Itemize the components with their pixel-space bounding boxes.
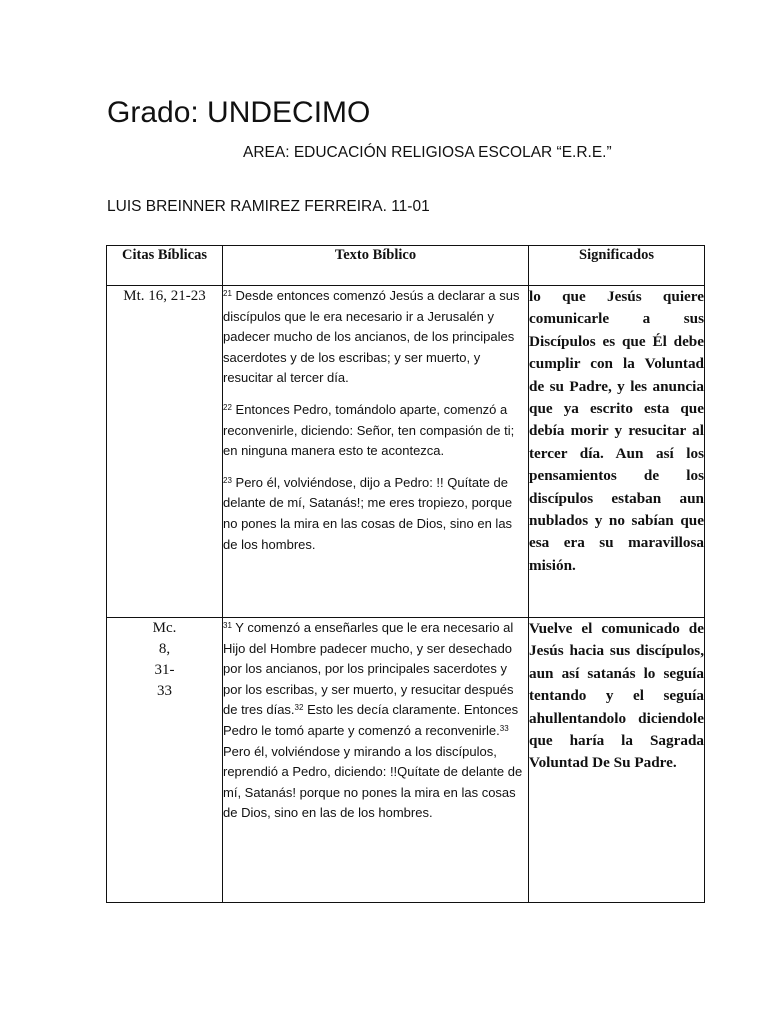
meaning-cell: Vuelve el comunicado de Jesús hacia sus discípulos, aun así satanás lo seguía tentando y el seguía ahullentandolo diciendole que haría la Sagrada Voluntad De Su Padre.	[529, 618, 705, 903]
citation-text: 8,	[158, 641, 171, 657]
column-header-citas: Citas Bíblicas	[107, 246, 223, 286]
verse-text: Desde entonces comenzó Jesús a declarar a sus discípulos que le era necesario ir a Jerusalén y padecer mucho de los ancianos, de los principales sacerdotes y de los escribas; y ser muerto, y resucitar al tercer día.	[223, 288, 520, 386]
column-header-significados: Significados	[529, 246, 705, 286]
subject-area: AREA: EDUCACIÓN RELIGIOSA ESCOLAR “E.R.E.”	[243, 144, 612, 161]
verse-number: 23	[223, 475, 232, 485]
bible-table	[106, 245, 705, 903]
verse-text: Esto les decía claramente. Entonces Pedro le tomó aparte y comenzó a reconvenirle.	[223, 702, 519, 738]
table-header-row	[107, 246, 705, 286]
grade-title: Grado: UNDECIMO	[107, 96, 371, 129]
bible-text-cell	[223, 286, 529, 618]
verse-text: Y comenzó a enseñarles que le era necesario al Hijo del Hombre padecer mucho, y ser desechado por los ancianos, por los principales sacerdotes y por los escribas, y ser muerto, y resucitar después de tres días.	[223, 620, 514, 718]
citation-text: 31-	[154, 662, 175, 678]
verse-number: 22	[223, 402, 232, 412]
verse-number: 31	[223, 621, 232, 630]
bible-text-cell	[223, 618, 529, 903]
verse-paragraph	[223, 618, 528, 824]
citation-cell	[107, 618, 223, 903]
verse-text: Entonces Pedro, tomándolo aparte, comenzó a reconvenirle, diciendo: Señor, ten compasión de ti; en ninguna manera esto te acontezca.	[223, 401, 515, 459]
verse-number: 32	[294, 703, 304, 713]
table-row	[107, 286, 705, 618]
table-row	[107, 618, 705, 903]
citation-text: Mc.	[152, 620, 177, 636]
citation-cell	[107, 286, 223, 618]
verse-paragraph	[223, 286, 528, 389]
verse-paragraph	[223, 473, 528, 555]
verse-paragraph	[223, 400, 528, 462]
column-header-texto: Texto Bíblico	[223, 246, 529, 286]
verse-text: Pero él, volviéndose, dijo a Pedro: !! Quítate de delante de mí, Satanás!; me eres tropiezo, porque no pones la mira en las cosas de Dios, sino en las de los hombres.	[223, 474, 513, 552]
student-name: LUIS BREINNER RAMIREZ FERREIRA. 11-01	[107, 198, 430, 215]
meaning-cell: lo que Jesús quiere comunicarle a sus Discípulos es que Él debe cumplir con la Voluntad de su Padre, y les anuncia que ya escrito esta que debía morir y resucitar al tercer día. Aun así los pensamientos de los discípulos estaban aun nublados y no sabían que esa era su maravillosa misión.	[529, 286, 705, 618]
citation-text: 33	[157, 683, 172, 699]
verse-number: 21	[223, 289, 232, 298]
verse-text: Pero él, volviéndose y mirando a los discípulos, reprendió a Pedro, diciendo: !!Quítate de delante de mí, Satanás! porque no pones la mira en las cosas de Dios, sino en las de los hombres.	[223, 743, 523, 821]
verse-number: 33	[499, 723, 509, 733]
citation-text: Mt. 16, 21-23	[123, 288, 206, 304]
